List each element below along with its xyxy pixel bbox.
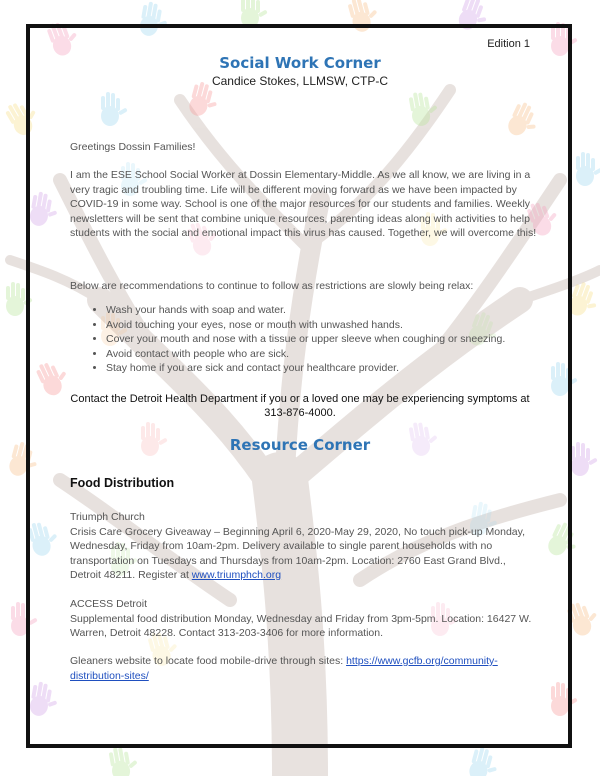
gleaners-link[interactable]: https://www.gcfb.org/community-distribution-sites/: [70, 655, 498, 682]
triumph-church-name: Triumph Church: [70, 511, 145, 523]
health-department-contact: Contact the Detroit Health Department if you or a loved one may be experiencing symptoms at 313-876-4000.: [70, 393, 530, 419]
resource-corner-title: Resource Corner: [229, 436, 371, 454]
page-title: Social Work Corner: [219, 54, 381, 72]
list-item: • Avoid touching your eyes, nose or mouth with unwashed hands.: [106, 318, 556, 333]
triumph-church-description: Crisis Care Grocery Giveaway – Beginning April 6, 2020-May 29, 2020, No touch pick-up Monday, Wednesday, Friday from 10am-2pm. Delivery available to single parent households with no transportation on Tuesdays and Thursdays from 10am-2pm. Location: 2760 East Grand Blvd., Detroit 48211. Register at: [70, 525, 526, 581]
triumph-church-link[interactable]: www.triumphch.org: [191, 569, 282, 581]
access-detroit-section: [70, 597, 538, 641]
access-detroit-description: Supplemental food distribution Monday, Wednesday and Friday from 3pm-5pm. Location: 16427 W. Warren, Detroit 48228. Contact 313-203-3406 for more information.: [70, 612, 532, 639]
list-item: • Cover your mouth and nose with a tissue or upper sleeve when coughing or sneezing.: [106, 332, 556, 347]
greeting: Greetings Dossin Families!: [70, 141, 196, 153]
triumph-church-section: [70, 510, 538, 583]
author-line: Candice Stokes, LLMSW, CTP-C: [211, 74, 389, 88]
intro-paragraph: I am the ESE School Social Worker at Dossin Elementary-Middle. As we all know, we are living in a very tragic and troubling time. Life will be different moving forward as we have been impacted by COVID-19 in some way. School is one of the major resources for our students and families. Weekly newsletters will be sent that combine unique resources, parenting ideas along with activities to help students with the social and emotional impact this virus has caused. Together, we will overcome this!: [70, 169, 537, 239]
gleaners-text: Gleaners website to locate food mobile-drive through sites:: [70, 655, 347, 667]
recommendations-list: [88, 303, 556, 376]
gleaners-section: [70, 654, 538, 683]
recommendations-intro: Below are recommendations to continue to follow as restrictions are slowly being relax:: [70, 280, 474, 292]
list-item: • Stay home if you are sick and contact your healthcare provider.: [106, 361, 556, 376]
food-distribution-heading: Food Distribution: [70, 476, 175, 490]
list-item: • Avoid contact with people who are sick.: [106, 347, 556, 362]
edition-label: Edition 1: [487, 38, 530, 50]
list-item: • Wash your hands with soap and water.: [106, 303, 556, 318]
access-detroit-name: ACCESS Detroit: [70, 598, 148, 610]
